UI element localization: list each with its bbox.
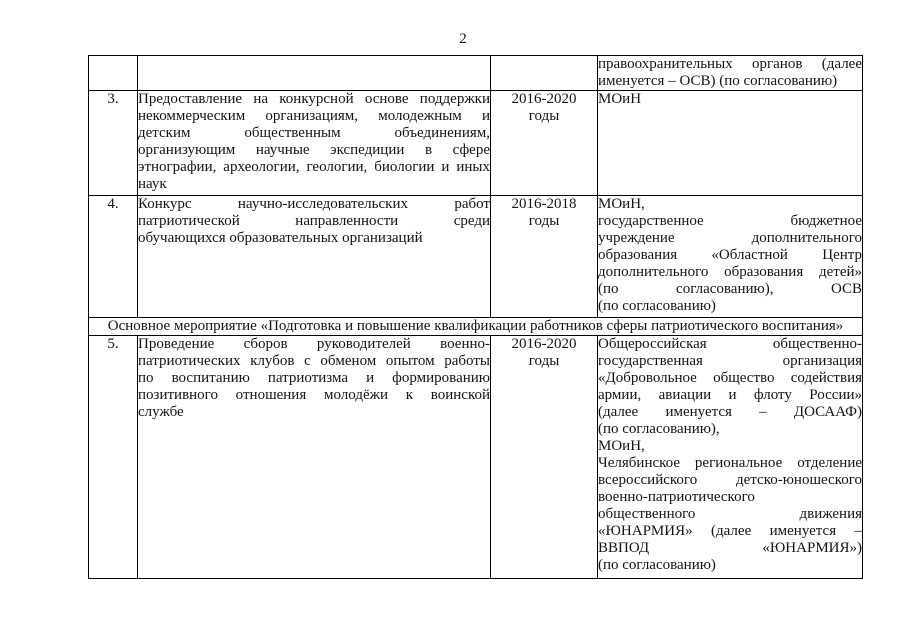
responsible-line: (далее именуется – ДОСААФ) (598, 404, 862, 420)
period-line: годы (528, 213, 560, 229)
activity-cell (138, 196, 491, 318)
period-line: годы (528, 353, 560, 369)
responsible-line: МОиН, (598, 196, 645, 212)
responsible-line: МОиН, (598, 438, 645, 454)
period-line: годы (528, 108, 560, 124)
section-heading: Основное мероприятие «Подготовка и повышение квалификации работников сферы патриотического воспитания» (89, 318, 863, 336)
activity-line: Конкурс научно-исследовательских работ (138, 196, 490, 212)
table-row (89, 196, 863, 318)
responsible-line: государственное бюджетное (598, 213, 862, 229)
responsible-line: именуется – ОСВ) (по согласованию) (598, 73, 838, 89)
activity-line: Предоставление на конкурсной основе поддержки (138, 91, 490, 107)
responsible-line: «ЮНАРМИЯ» (далее именуется – (598, 523, 862, 539)
activity-line: патриотических клубов с обменом опытом работы (138, 353, 490, 369)
responsible-line: военно-патриотического (598, 489, 755, 505)
responsible-line: (по согласованию), ОСВ (598, 281, 862, 297)
activity-line: Проведение сборов руководителей военно- (138, 336, 490, 352)
responsible-line: государственная организация (598, 353, 862, 369)
row-number: 5. (107, 336, 119, 352)
responsible-line: Челябинское региональное отделение (598, 455, 862, 471)
responsible-line: МОиН (598, 91, 642, 107)
table-row (89, 336, 863, 579)
responsible-line: правоохранительных органов (далее (598, 56, 862, 72)
activity-cell (138, 56, 491, 91)
responsible-line: (по согласованию) (598, 557, 716, 573)
responsible-line: дополнительного образования детей» (598, 264, 862, 280)
activity-line: этнографии, археологии, геологии, биологии и иных (138, 159, 490, 175)
responsible-line: образования «Областной Центр (598, 247, 862, 263)
activity-line: позитивного отношения молодёжи к воинской (138, 387, 490, 403)
responsible-cell (598, 56, 863, 91)
responsible-line: учреждение дополнительного (598, 230, 862, 246)
activity-line: по воспитанию патриотизма и формированию (138, 370, 490, 386)
table-row-continuation (89, 56, 863, 91)
period-line: 2016-2020 (511, 336, 577, 352)
period-cell (491, 91, 598, 196)
responsible-cell (598, 196, 863, 318)
responsible-cell (598, 336, 863, 579)
period-line: 2016-2018 (511, 196, 577, 212)
responsible-line: «Добровольное общество содействия (598, 370, 862, 386)
row-number: 4. (107, 196, 119, 212)
activity-line: детским общественным объединениям, (138, 125, 490, 141)
row-number-cell (89, 336, 138, 579)
row-number-cell (89, 91, 138, 196)
row-number: 3. (107, 91, 119, 107)
activity-line: службе (138, 404, 184, 420)
activity-line: наук (138, 176, 167, 192)
table-row (89, 91, 863, 196)
responsible-line: ВВПОД «ЮНАРМИЯ») (598, 540, 862, 556)
row-number-cell (89, 56, 138, 91)
responsible-cell (598, 91, 863, 196)
row-number-cell (89, 196, 138, 318)
page-number: 2 (459, 31, 467, 47)
section-heading-row (89, 318, 863, 336)
period-cell (491, 56, 598, 91)
activity-line: некоммерческим организациям, молодежным и (138, 108, 490, 124)
activity-line: организующим научные экспедиции в сфере (138, 142, 490, 158)
activities-table (88, 55, 863, 579)
activity-cell (138, 336, 491, 579)
activity-line: патриотической направленности среди (138, 213, 490, 229)
activity-line: обучающихся образовательных организаций (138, 230, 423, 246)
responsible-line: общественного движения (598, 506, 862, 522)
responsible-line: армии, авиации и флоту России» (598, 387, 862, 403)
activity-cell (138, 91, 491, 196)
period-cell (491, 196, 598, 318)
responsible-line: Общероссийская общественно- (598, 336, 862, 352)
responsible-line: всероссийского детско-юношеского (598, 472, 862, 488)
responsible-line: (по согласованию) (598, 298, 716, 314)
period-line: 2016-2020 (511, 91, 577, 107)
period-cell (491, 336, 598, 579)
responsible-line: (по согласованию), (598, 421, 720, 437)
